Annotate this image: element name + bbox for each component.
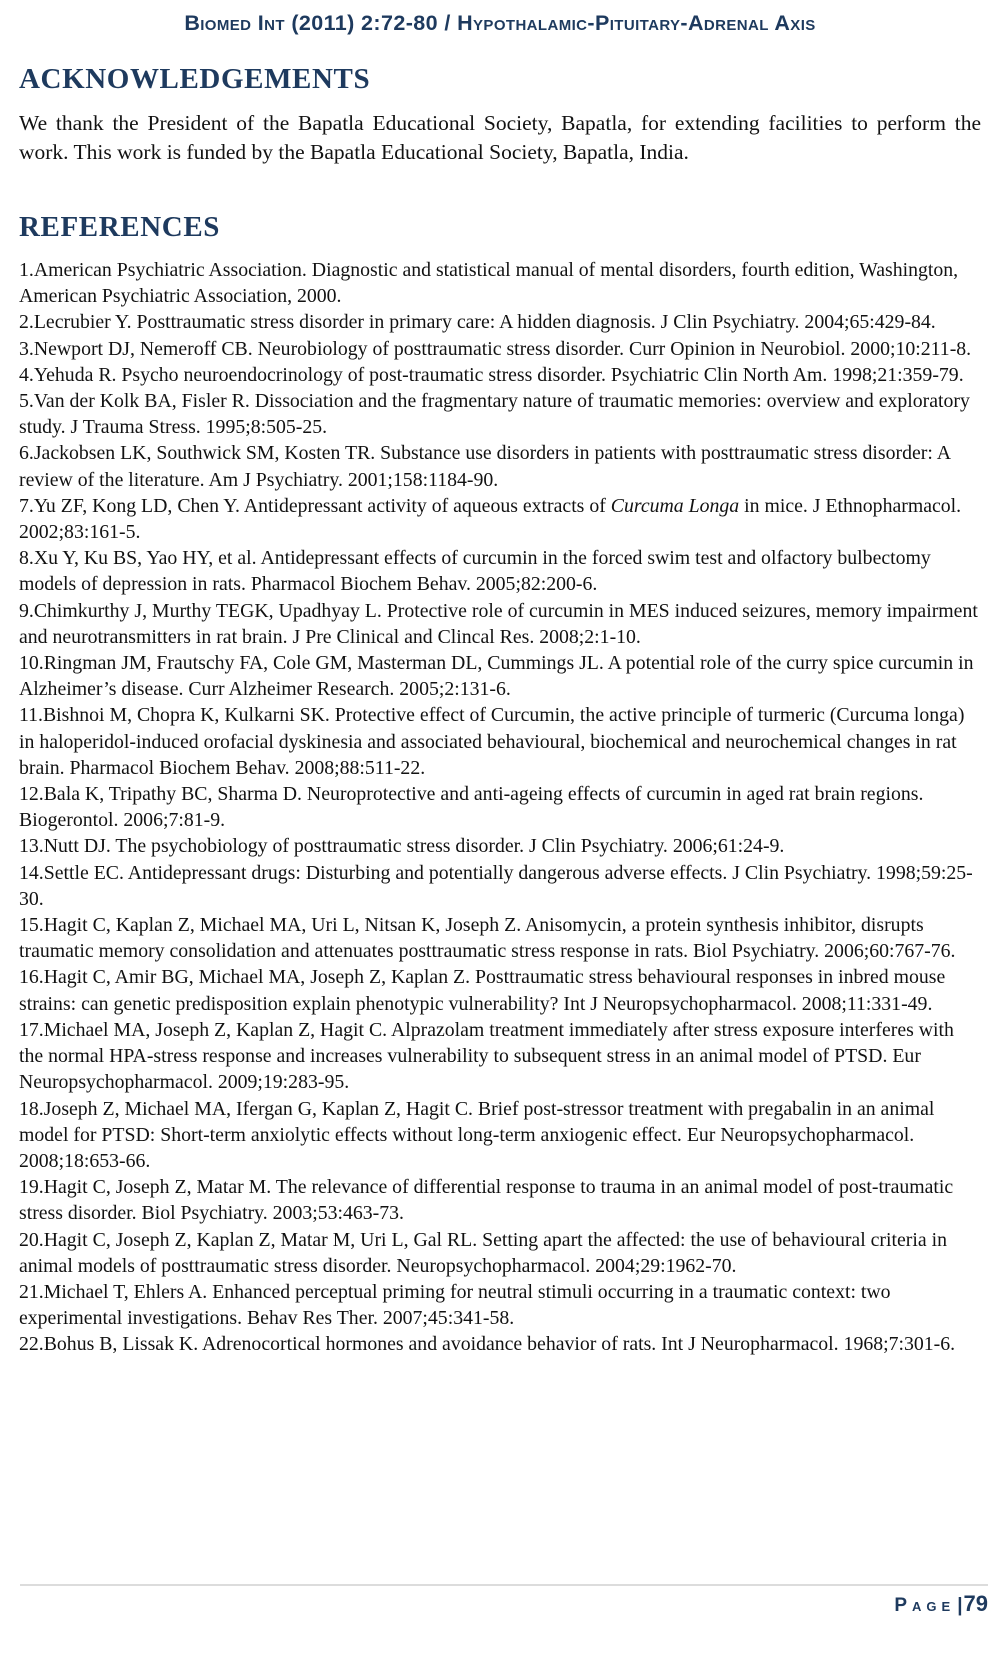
reference-italic-species: Curcuma Longa (610, 494, 740, 517)
reference-item: 12.Bala K, Tripathy BC, Sharma D. Neuroprotective and anti-ageing effects of curcumin in aged rat brain regions. Biogerontol. 2006;7:81-9. (19, 783, 924, 832)
reference-item: 5.Van der Kolk BA, Fisler R. Dissociation and the fragmentary nature of traumatic memories: overview and exploratory study. J Trauma Stress. 1995;8:505-25. (19, 390, 970, 439)
reference-item: 3.Newport DJ, Nemeroff CB. Neurobiology of posttraumatic stress disorder. Curr Opinion in Neurobiol. 2000;10:211-8. (19, 337, 972, 360)
page-separator: | (957, 1595, 963, 1616)
reference-text: in mice. J Ethnopharmacol. 2002;83:161-5. (19, 494, 962, 544)
reference-item: 1.American Psychiatric Association. Diagnostic and statistical manual of mental disorders, fourth edition, Washington, American Psychiatric Association, 2000. (19, 259, 959, 308)
reference-item: 11.Bishnoi M, Chopra K, Kulkarni SK. Protective effect of Curcumin, the active principle of turmeric (Curcuma longa) in haloperidol-induced orofacial dyskinesia and associated behavioural, biochemical and neurochemical changes in rat brain. Pharmacol Biochem Behav. 2008;88:511-22. (19, 704, 965, 779)
reference-item: 17.Michael MA, Joseph Z, Kaplan Z, Hagit C. Alprazolam treatment immediately after stress exposure interferes with the normal HPA-stress response and increases vulnerability to subsequent stress in an animal model of PTSD. Eur Neuropsychopharmacol. 2009;19:283-95. (19, 1018, 954, 1094)
page-label: Page (894, 1595, 956, 1616)
acknowledgements-heading: ACKNOWLEDGEMENTS (19, 63, 371, 95)
footer-divider (20, 1584, 988, 1586)
reference-item: 14.Settle EC. Antidepressant drugs: Disturbing and potentially dangerous adverse effects. J Clin Psychiatry. 1998;59:25-30. (19, 861, 973, 910)
reference-item (19, 493, 981, 545)
acknowledgements-section (0, 63, 1000, 167)
reference-item: 13.Nutt DJ. The psychobiology of posttraumatic stress disorder. J Clin Psychiatry. 2006;61:24-9. (19, 835, 785, 858)
reference-item: 9.Chimkurthy J, Murthy TEGK, Upadhyay L. Protective role of curcumin in MES induced seizures, memory impairment and neurotransmitters in rat brain. J Pre Clinical and Clincal Res. 2008;2:1-10. (19, 599, 978, 648)
reference-list (19, 257, 981, 1358)
references-heading: REFERENCES (19, 211, 220, 243)
reference-item: 22.Bohus B, Lissak K. Adrenocortical hormones and avoidance behavior of rats. Int J Neuropharmacol. 1968;7:301-6. (19, 1333, 956, 1356)
reference-item: 19.Hagit C, Joseph Z, Matar M. The relevance of differential response to trauma in an animal model of post-traumatic stress disorder. Biol Psychiatry. 2003;53:463-73. (19, 1176, 954, 1225)
acknowledgements-text: We thank the President of the Bapatla Educational Society, Bapatla, for extending facilities to perform the work. This work is funded by the Bapatla Educational Society, Bapatla, India. (19, 111, 981, 164)
reference-item: 16.Hagit C, Amir BG, Michael MA, Joseph Z, Kaplan Z. Posttraumatic stress behavioural responses in inbred mouse strains: can genetic predisposition explain phenotypic vulnerability? Int J Neuropsychopharmacol. 2008;11:331-49. (19, 966, 946, 1015)
journal-header: Biomed Int (2011) 2:72-80 / Hypothalamic-Pituitary-Adrenal Axis (184, 11, 816, 35)
reference-item: 18.Joseph Z, Michael MA, Ifergan G, Kaplan Z, Hagit C. Brief post-stressor treatment with pregabalin in an animal model for PTSD: Short-term anxiolytic effects without long-term anxiogenic effect. Eur Neuropsychopharmacol. 2008;18:653-66. (19, 1097, 935, 1172)
page-number (20, 1591, 988, 1617)
reference-item: 10.Ringman JM, Frautschy FA, Cole GM, Masterman DL, Cummings JL. A potential role of the curry spice curcumin in Alzheimer’s disease. Curr Alzheimer Research. 2005;2:131-6. (19, 652, 974, 701)
reference-item: 4.Yehuda R. Psycho neuroendocrinology of post-traumatic stress disorder. Psychiatric Clin North Am. 1998;21:359-79. (19, 363, 964, 386)
reference-item: 15.Hagit C, Kaplan Z, Michael MA, Uri L, Nitsan K, Joseph Z. Anisomycin, a protein synthesis inhibitor, disrupts traumatic memory consolidation and attenuates posttraumatic stress response in rats. Biol Psychiatry. 2006;60:767-76. (19, 914, 956, 963)
page-footer (20, 1584, 988, 1617)
reference-item: 20.Hagit C, Joseph Z, Kaplan Z, Matar M, Uri L, Gal RL. Setting apart the affected: the use of behavioural criteria in animal models of posttraumatic stress disorder. Neuropsychopharmacol. 2004;29:1962-70. (19, 1228, 947, 1277)
page-number-value: 79 (963, 1591, 988, 1616)
references-section (0, 211, 1000, 1358)
reference-item: 21.Michael T, Ehlers A. Enhanced perceptual priming for neutral stimuli occurring in a traumatic context: two experimental investigations. Behav Res Ther. 2007;45:341-58. (19, 1280, 891, 1330)
reference-text: 7.Yu ZF, Kong LD, Chen Y. Antidepressant activity of aqueous extracts of (19, 494, 611, 517)
reference-item: 6.Jackobsen LK, Southwick SM, Kosten TR. Substance use disorders in patients with posttraumatic stress disorder: A review of the literature. Am J Psychiatry. 2001;158:1184-90. (19, 442, 950, 491)
reference-item: 8.Xu Y, Ku BS, Yao HY, et al. Antidepressant effects of curcumin in the forced swim test and olfactory bulbectomy models of depression in rats. Pharmacol Biochem Behav. 2005;82:200-6. (19, 547, 931, 596)
reference-item: 2.Lecrubier Y. Posttraumatic stress disorder in primary care: A hidden diagnosis. J Clin Psychiatry. 2004;65:429-84. (19, 311, 936, 334)
